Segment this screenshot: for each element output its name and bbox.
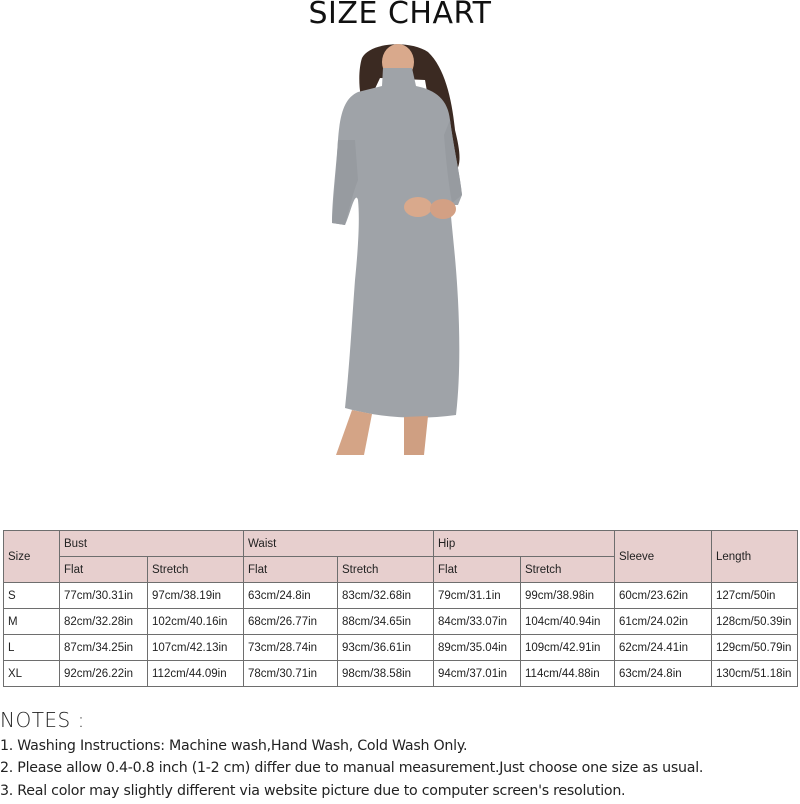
header-bust: Bust xyxy=(60,531,244,557)
product-photo xyxy=(300,40,500,460)
table-cell: 62cm/24.41in xyxy=(615,635,712,661)
notes-section xyxy=(0,708,703,802)
table-cell: 83cm/32.68in xyxy=(338,583,434,609)
table-cell: 63cm/24.8in xyxy=(615,661,712,687)
table-cell: 61cm/24.02in xyxy=(615,609,712,635)
table-cell: 93cm/36.61in xyxy=(338,635,434,661)
table-cell: 73cm/28.74in xyxy=(244,635,338,661)
size-table xyxy=(3,530,798,687)
header-bust-stretch: Stretch xyxy=(148,557,244,583)
table-cell: 128cm/50.39in xyxy=(712,609,798,635)
header-bust-flat: Flat xyxy=(60,557,148,583)
size-cell: L xyxy=(4,635,60,661)
table-cell: 82cm/32.28in xyxy=(60,609,148,635)
table-cell: 60cm/23.62in xyxy=(615,583,712,609)
header-size: Size xyxy=(4,531,60,583)
table-row xyxy=(4,583,798,609)
size-cell: XL xyxy=(4,661,60,687)
note-line: 3. Real color may slightly different via website picture due to computer screen's resolution. xyxy=(0,782,626,799)
table-cell: 97cm/38.19in xyxy=(148,583,244,609)
header-sleeve: Sleeve xyxy=(615,531,712,583)
table-cell: 107cm/42.13in xyxy=(148,635,244,661)
table-cell: 98cm/38.58in xyxy=(338,661,434,687)
header-row-groups xyxy=(4,531,798,557)
notes-heading: NOTES : xyxy=(0,708,85,732)
table-cell: 114cm/44.88in xyxy=(521,661,615,687)
table-cell: 130cm/51.18in xyxy=(712,661,798,687)
header-hip-stretch: Stretch xyxy=(521,557,615,583)
table-cell: 89cm/35.04in xyxy=(434,635,521,661)
table-cell: 127cm/50in xyxy=(712,583,798,609)
header-waist-stretch: Stretch xyxy=(338,557,434,583)
table-row xyxy=(4,661,798,687)
table-cell: 87cm/34.25in xyxy=(60,635,148,661)
header-length: Length xyxy=(712,531,798,583)
table-cell: 99cm/38.98in xyxy=(521,583,615,609)
note-line: 2. Please allow 0.4-0.8 inch (1-2 cm) differ due to manual measurement.Just choose one size as usual. xyxy=(0,760,704,777)
table-cell: 63cm/24.8in xyxy=(244,583,338,609)
table-cell: 92cm/26.22in xyxy=(60,661,148,687)
size-cell: S xyxy=(4,583,60,609)
table-cell: 129cm/50.79in xyxy=(712,635,798,661)
table-cell: 78cm/30.71in xyxy=(244,661,338,687)
table-cell: 112cm/44.09in xyxy=(148,661,244,687)
table-cell: 77cm/30.31in xyxy=(60,583,148,609)
header-waist: Waist xyxy=(244,531,434,557)
table-cell: 104cm/40.94in xyxy=(521,609,615,635)
table-cell: 109cm/42.91in xyxy=(521,635,615,661)
table-cell: 102cm/40.16in xyxy=(148,609,244,635)
page-title: SIZE CHART xyxy=(308,0,492,31)
size-cell: M xyxy=(4,609,60,635)
table-row xyxy=(4,635,798,661)
table-cell: 79cm/31.1in xyxy=(434,583,521,609)
table-cell: 68cm/26.77in xyxy=(244,609,338,635)
header-hip-flat: Flat xyxy=(434,557,521,583)
table-cell: 84cm/33.07in xyxy=(434,609,521,635)
table-row xyxy=(4,609,798,635)
header-hip: Hip xyxy=(434,531,615,557)
header-waist-flat: Flat xyxy=(244,557,338,583)
table-cell: 94cm/37.01in xyxy=(434,661,521,687)
table-cell: 88cm/34.65in xyxy=(338,609,434,635)
note-line: 1. Washing Instructions: Machine wash,Hand Wash, Cold Wash Only. xyxy=(0,738,468,754)
